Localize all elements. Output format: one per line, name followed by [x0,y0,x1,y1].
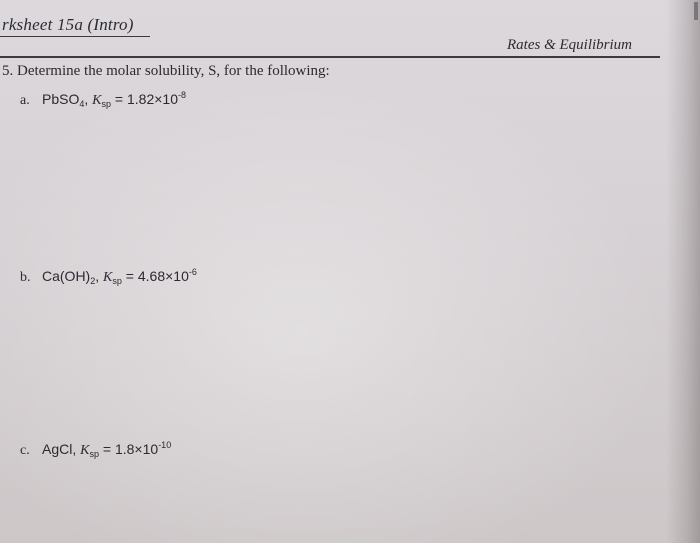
ksp-subscript: sp [112,276,122,286]
equals-sign: = [111,91,127,107]
ksp-exponent: -8 [177,90,186,100]
compound-subscript: 4 [79,99,85,109]
ksp-symbol: K [92,93,102,108]
page-edge-mark [694,2,698,20]
compound-formula: PbSO [42,91,80,107]
ksp-mantissa: 1.8×10 [114,441,159,457]
page-edge-shadow [666,0,700,543]
question-number: 5. [2,63,14,79]
question-prompt [2,63,330,80]
ksp-mantissa: 4.68×10 [137,268,189,284]
ksp-exponent: -6 [188,267,197,277]
title-underline [0,36,150,37]
item-letter: c. [20,443,30,458]
worksheet-title: rksheet 15a (Intro) [2,15,134,34]
separator: , [72,441,81,457]
problem-item-c [20,440,171,459]
compound-formula: AgCl [42,441,73,457]
unit-title: Rates & Equilibrium [507,37,632,53]
question-text: Determine the molar solubility, S, for the following: [17,63,330,79]
equals-sign: = [99,441,115,457]
problem-item-a [20,90,186,109]
separator: , [84,91,93,107]
compound-formula: Ca(OH) [42,268,91,284]
equals-sign: = [121,268,138,284]
ksp-mantissa: 1.82×10 [126,91,178,107]
ksp-exponent: -10 [158,440,172,450]
separator: , [95,268,104,284]
ksp-symbol: K [103,270,113,285]
ksp-subscript: sp [89,449,99,459]
header-rule [0,56,660,58]
ksp-symbol: K [80,443,90,458]
compound-subscript: 2 [90,276,96,286]
ksp-subscript: sp [101,99,112,109]
problem-item-b [20,267,197,286]
item-letter: b. [20,270,31,285]
item-letter: a. [20,93,30,108]
